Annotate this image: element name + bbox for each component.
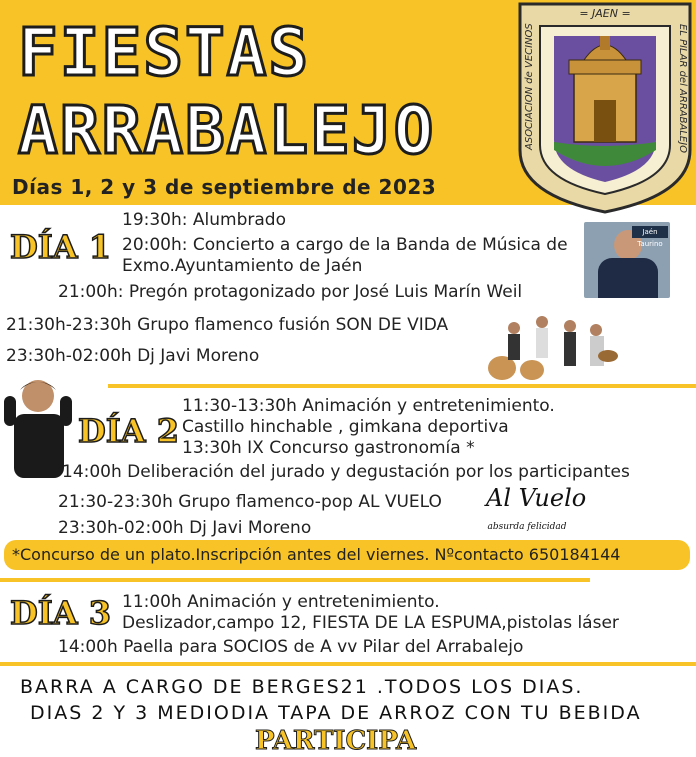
alvuelo-logo: Al Vuelo (486, 484, 587, 512)
day2-line-6: 23:30h-02:00h Dj Javi Moreno (58, 518, 312, 538)
speaker-photo (584, 222, 670, 298)
day1-label: DÍA 1 (10, 228, 111, 266)
day3-line-1: 11:00h Animación y entretenimiento. (122, 592, 440, 612)
day1-line-2: 20:00h: Concierto a cargo de la Banda de Música de (122, 235, 568, 255)
separator-1 (108, 384, 696, 388)
day2-line-1: 11:30-13:30h Animación y entretenimiento. (182, 396, 555, 416)
day2-line-3: 13:30h IX Concurso gastronomía * (182, 438, 475, 458)
day1-line-3: Exmo.Ayuntamiento de Jaén (122, 256, 363, 276)
event-dates: Días 1, 2 y 3 de septiembre de 2023 (12, 175, 437, 199)
day1-line-6: 23:30h-02:00h Dj Javi Moreno (6, 346, 260, 366)
title-line-2: ARRABALEJO (18, 92, 436, 169)
day1-line-4: 21:00h: Pregón protagonizado por José Luis Marín Weil (58, 282, 523, 302)
day3-line-3: 14:00h Paella para SOCIOS de A vv Pilar del Arrabalejo (58, 637, 524, 657)
note-text: *Concurso de un plato.Inscripción antes del viernes. Nºcontacto 650184144 (12, 545, 621, 564)
day1-line-5: 21:30h-23:30h Grupo flamenco fusión SON DE VIDA (6, 315, 449, 335)
logo-top-text: = JAEN = (579, 7, 631, 20)
day3-label: DÍA 3 (10, 594, 111, 632)
alvuelo-subtitle: absurda felicidad (487, 522, 567, 532)
footer-line-1: BARRA A CARGO DE BERGES21 .TODOS LOS DIAS. (20, 676, 584, 698)
logo-left-text: ASOCIACION de VECINOS (524, 23, 535, 150)
separator-2 (0, 578, 590, 582)
footer-line-2: DIAS 2 Y 3 MEDIODIA TAPA DE ARROZ CON TU BEBIDA (30, 702, 642, 724)
day3-line-2: Deslizador,campo 12, FIESTA DE LA ESPUMA,pistolas láser (122, 613, 619, 633)
day2-line-5: 21:30-23:30h Grupo flamenco-pop AL VUELO (58, 492, 442, 512)
day2-line-4: 14:00h Deliberación del jurado y degustación por los participantes (62, 462, 630, 482)
day1-line-1: 19:30h: Alumbrado (122, 210, 286, 230)
title-line-1: FIESTAS (18, 14, 311, 91)
separator-3 (0, 662, 696, 666)
photo-caption: Jaén Taurino (632, 226, 668, 238)
day2-label: DÍA 2 (78, 412, 179, 450)
association-logo (514, 0, 696, 214)
flamenco-group-photo (484, 308, 620, 382)
logo-right-text: EL PILAR del ARRABALEJO (677, 24, 688, 154)
participa-call-to-action: PARTICIPA (255, 726, 417, 756)
day2-line-2: Castillo hinchable , gimkana deportiva (182, 417, 509, 437)
